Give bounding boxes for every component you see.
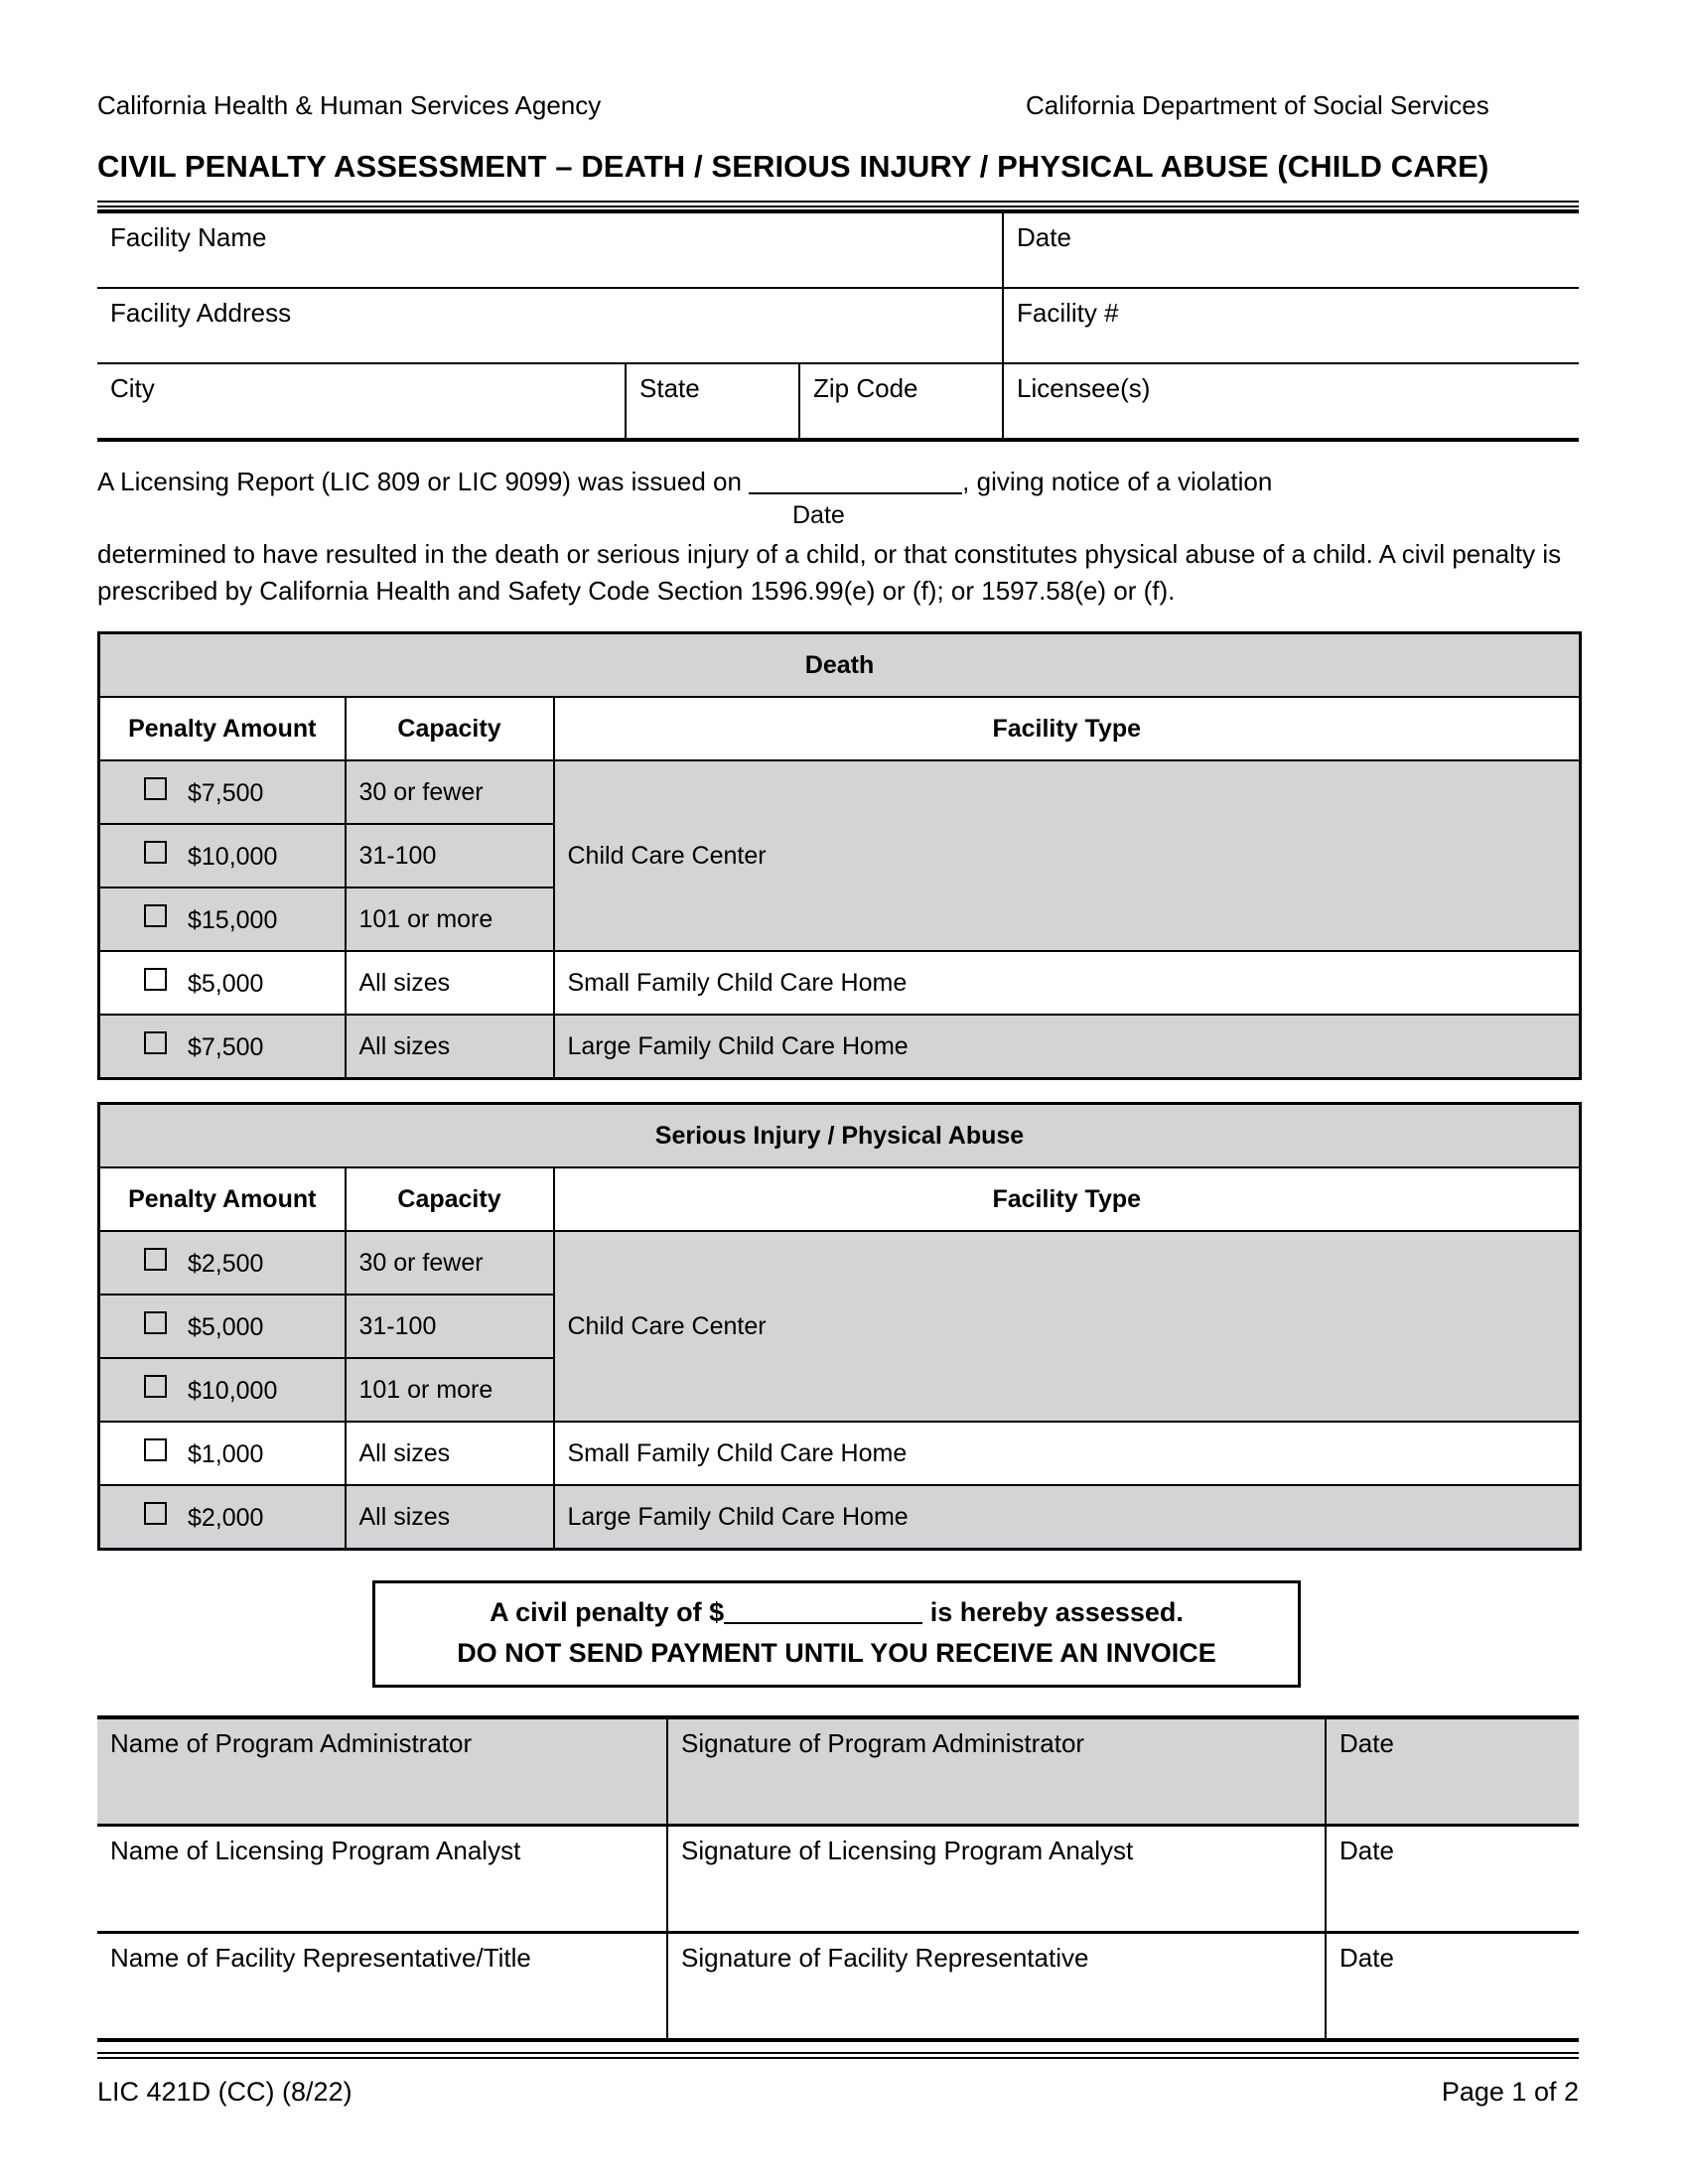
penalty-amount: $1,000 [188, 1439, 264, 1468]
table-row [99, 697, 1581, 760]
checkbox-icon[interactable] [144, 968, 167, 991]
lead-text-before: A Licensing Report (LIC 809 or LIC 9099) was issued on [97, 467, 742, 496]
table-row [99, 1104, 1581, 1168]
assessment-text-after: is hereby assessed. [929, 1597, 1184, 1627]
licensing-analyst-date-label: Date [1339, 1836, 1394, 1865]
capacity-value: 101 or more [346, 1358, 554, 1422]
penalty-option-row[interactable] [99, 1358, 346, 1422]
assessment-amount-blank[interactable] [724, 1598, 922, 1624]
narrative-paragraph [97, 464, 1579, 610]
date-sublabel: Date [792, 501, 845, 529]
facility-representative-date-label: Date [1339, 1943, 1394, 1973]
table-row [99, 1485, 1581, 1550]
penalty-option-row[interactable] [99, 1015, 346, 1079]
table-row [99, 633, 1581, 698]
table-row [99, 1015, 1581, 1079]
penalty-option-row[interactable] [99, 1485, 346, 1550]
agency-name-left: California Health & Human Services Agency [97, 90, 602, 120]
table-row [97, 1933, 1579, 2041]
checkbox-icon[interactable] [144, 1502, 167, 1525]
checkbox-icon[interactable] [144, 1438, 167, 1461]
program-administrator-date-label: Date [1339, 1728, 1394, 1758]
checkbox-icon[interactable] [144, 1031, 167, 1054]
licensing-analyst-name-field[interactable] [97, 1826, 667, 1933]
penalty-option-row[interactable] [99, 1295, 346, 1358]
date-field[interactable] [1003, 211, 1579, 288]
penalty-option-row[interactable] [99, 760, 346, 824]
facility-number-field[interactable] [1003, 288, 1579, 363]
facility-type-value: Small Family Child Care Home [554, 951, 1581, 1015]
table-row [99, 951, 1581, 1015]
column-header-capacity: Capacity [346, 1167, 554, 1231]
capacity-value: 101 or more [346, 887, 554, 951]
facility-representative-name-label: Name of Facility Representative/Title [110, 1943, 531, 1973]
date-sublabel-row [97, 500, 1579, 530]
licensing-report-line [97, 464, 1579, 500]
column-header-penalty-amount: Penalty Amount [99, 697, 346, 760]
agency-name-right: California Department of Social Services [1026, 90, 1489, 120]
paragraph-body: determined to have resulted in the death or serious injury of a child, or that constitutes physical abuse of a child. A civil penalty is prescribed by California Health and Safety Code Section 1596.99(e) or (f); or 1597.58(e) or (f). [97, 539, 1562, 606]
column-header-facility-type: Facility Type [554, 697, 1581, 760]
facility-representative-signature-field[interactable] [667, 1933, 1326, 2041]
assessment-amount-line [375, 1597, 1298, 1628]
table-row [97, 211, 1579, 288]
report-date-blank[interactable] [749, 467, 962, 494]
program-administrator-name-label: Name of Program Administrator [110, 1728, 473, 1758]
assessment-box-wrapper [97, 1580, 1579, 1700]
signature-table [97, 1715, 1579, 2042]
state-field[interactable] [626, 363, 799, 440]
penalty-amount: $7,500 [188, 778, 264, 807]
agency-header [97, 85, 1579, 125]
table-row [99, 760, 1581, 824]
assessment-text-before: A civil penalty of $ [490, 1597, 725, 1627]
capacity-value: All sizes [346, 951, 554, 1015]
facility-type-value: Large Family Child Care Home [554, 1015, 1581, 1079]
licensing-analyst-signature-field[interactable] [667, 1826, 1326, 1933]
penalty-amount: $5,000 [188, 969, 264, 998]
page-title: CIVIL PENALTY ASSESSMENT – DEATH / SERIOUS INJURY / PHYSICAL ABUSE (CHILD CARE) [97, 149, 1489, 184]
table-row [97, 1717, 1579, 1826]
facility-name-field[interactable] [97, 211, 1003, 288]
state-label: State [639, 373, 700, 403]
table-row [97, 288, 1579, 363]
city-label: City [110, 373, 155, 403]
zip-code-label: Zip Code [813, 373, 918, 403]
capacity-value: All sizes [346, 1485, 554, 1550]
capacity-value: 30 or fewer [346, 1231, 554, 1295]
penalty-table-death [97, 631, 1582, 1080]
facility-representative-date-field[interactable] [1326, 1933, 1579, 2041]
licensing-analyst-name-label: Name of Licensing Program Analyst [110, 1836, 521, 1865]
document-page [97, 0, 1579, 2184]
licensee-field[interactable] [1003, 363, 1579, 440]
column-header-penalty-amount: Penalty Amount [99, 1167, 346, 1231]
penalty-amount: $15,000 [188, 905, 278, 934]
penalty-amount: $2,500 [188, 1249, 264, 1278]
penalty-amount: $10,000 [188, 842, 278, 871]
licensing-analyst-signature-label: Signature of Licensing Program Analyst [681, 1836, 1134, 1865]
facility-name-label: Facility Name [110, 222, 267, 252]
penalty-option-row[interactable] [99, 1422, 346, 1485]
checkbox-icon[interactable] [144, 1375, 167, 1398]
section-title-death: Death [99, 633, 1581, 698]
facility-info-table [97, 209, 1579, 442]
facility-type-value: Child Care Center [554, 1231, 1581, 1422]
penalty-option-row[interactable] [99, 951, 346, 1015]
date-label: Date [1017, 222, 1071, 252]
program-administrator-name-field[interactable] [97, 1717, 667, 1826]
facility-number-label: Facility # [1017, 298, 1119, 328]
penalty-option-row[interactable] [99, 824, 346, 887]
capacity-value: All sizes [346, 1422, 554, 1485]
section-title-serious-injury: Serious Injury / Physical Abuse [99, 1104, 1581, 1168]
checkbox-icon[interactable] [144, 1248, 167, 1271]
assessment-box [372, 1580, 1301, 1688]
table-row [99, 1231, 1581, 1295]
checkbox-icon[interactable] [144, 841, 167, 864]
lead-text-after: , giving notice of a violation [962, 467, 1273, 496]
facility-type-value: Child Care Center [554, 760, 1581, 951]
facility-representative-signature-label: Signature of Facility Representative [681, 1943, 1089, 1973]
facility-type-value: Large Family Child Care Home [554, 1485, 1581, 1550]
licensee-label: Licensee(s) [1017, 373, 1151, 403]
table-row [99, 1167, 1581, 1231]
assessment-notice: DO NOT SEND PAYMENT UNTIL YOU RECEIVE AN INVOICE [457, 1638, 1216, 1668]
penalty-amount: $7,500 [188, 1032, 264, 1061]
zip-code-field[interactable] [799, 363, 1003, 440]
capacity-value: 31-100 [346, 824, 554, 887]
program-administrator-signature-label: Signature of Program Administrator [681, 1728, 1085, 1758]
column-header-capacity: Capacity [346, 697, 554, 760]
title-divider [97, 201, 1579, 207]
penalty-amount: $5,000 [188, 1312, 264, 1341]
penalty-option-row[interactable] [99, 887, 346, 951]
program-administrator-date-field[interactable] [1326, 1717, 1579, 1826]
city-field[interactable] [97, 363, 626, 440]
table-row [97, 1826, 1579, 1933]
table-row [97, 363, 1579, 440]
facility-address-field[interactable] [97, 288, 1003, 363]
penalty-option-row[interactable] [99, 1231, 346, 1295]
licensing-analyst-date-field[interactable] [1326, 1826, 1579, 1933]
checkbox-icon[interactable] [144, 904, 167, 927]
facility-address-label: Facility Address [110, 298, 292, 328]
checkbox-icon[interactable] [144, 777, 167, 800]
column-header-facility-type: Facility Type [554, 1167, 1581, 1231]
capacity-value: 31-100 [346, 1295, 554, 1358]
form-id: LIC 421D (CC) (8/22) [97, 2077, 352, 2107]
facility-type-value: Small Family Child Care Home [554, 1422, 1581, 1485]
footer [97, 2070, 1579, 2114]
checkbox-icon[interactable] [144, 1311, 167, 1334]
facility-representative-name-field[interactable] [97, 1933, 667, 2041]
capacity-value: All sizes [346, 1015, 554, 1079]
table-row [99, 1422, 1581, 1485]
footer-divider [97, 2052, 1579, 2059]
page-number: Page 1 of 2 [1441, 2077, 1579, 2107]
capacity-value: 30 or fewer [346, 760, 554, 824]
penalty-amount: $2,000 [188, 1503, 264, 1532]
program-administrator-signature-field[interactable] [667, 1717, 1326, 1826]
penalty-table-serious-injury [97, 1102, 1582, 1551]
penalty-amount: $10,000 [188, 1376, 278, 1405]
